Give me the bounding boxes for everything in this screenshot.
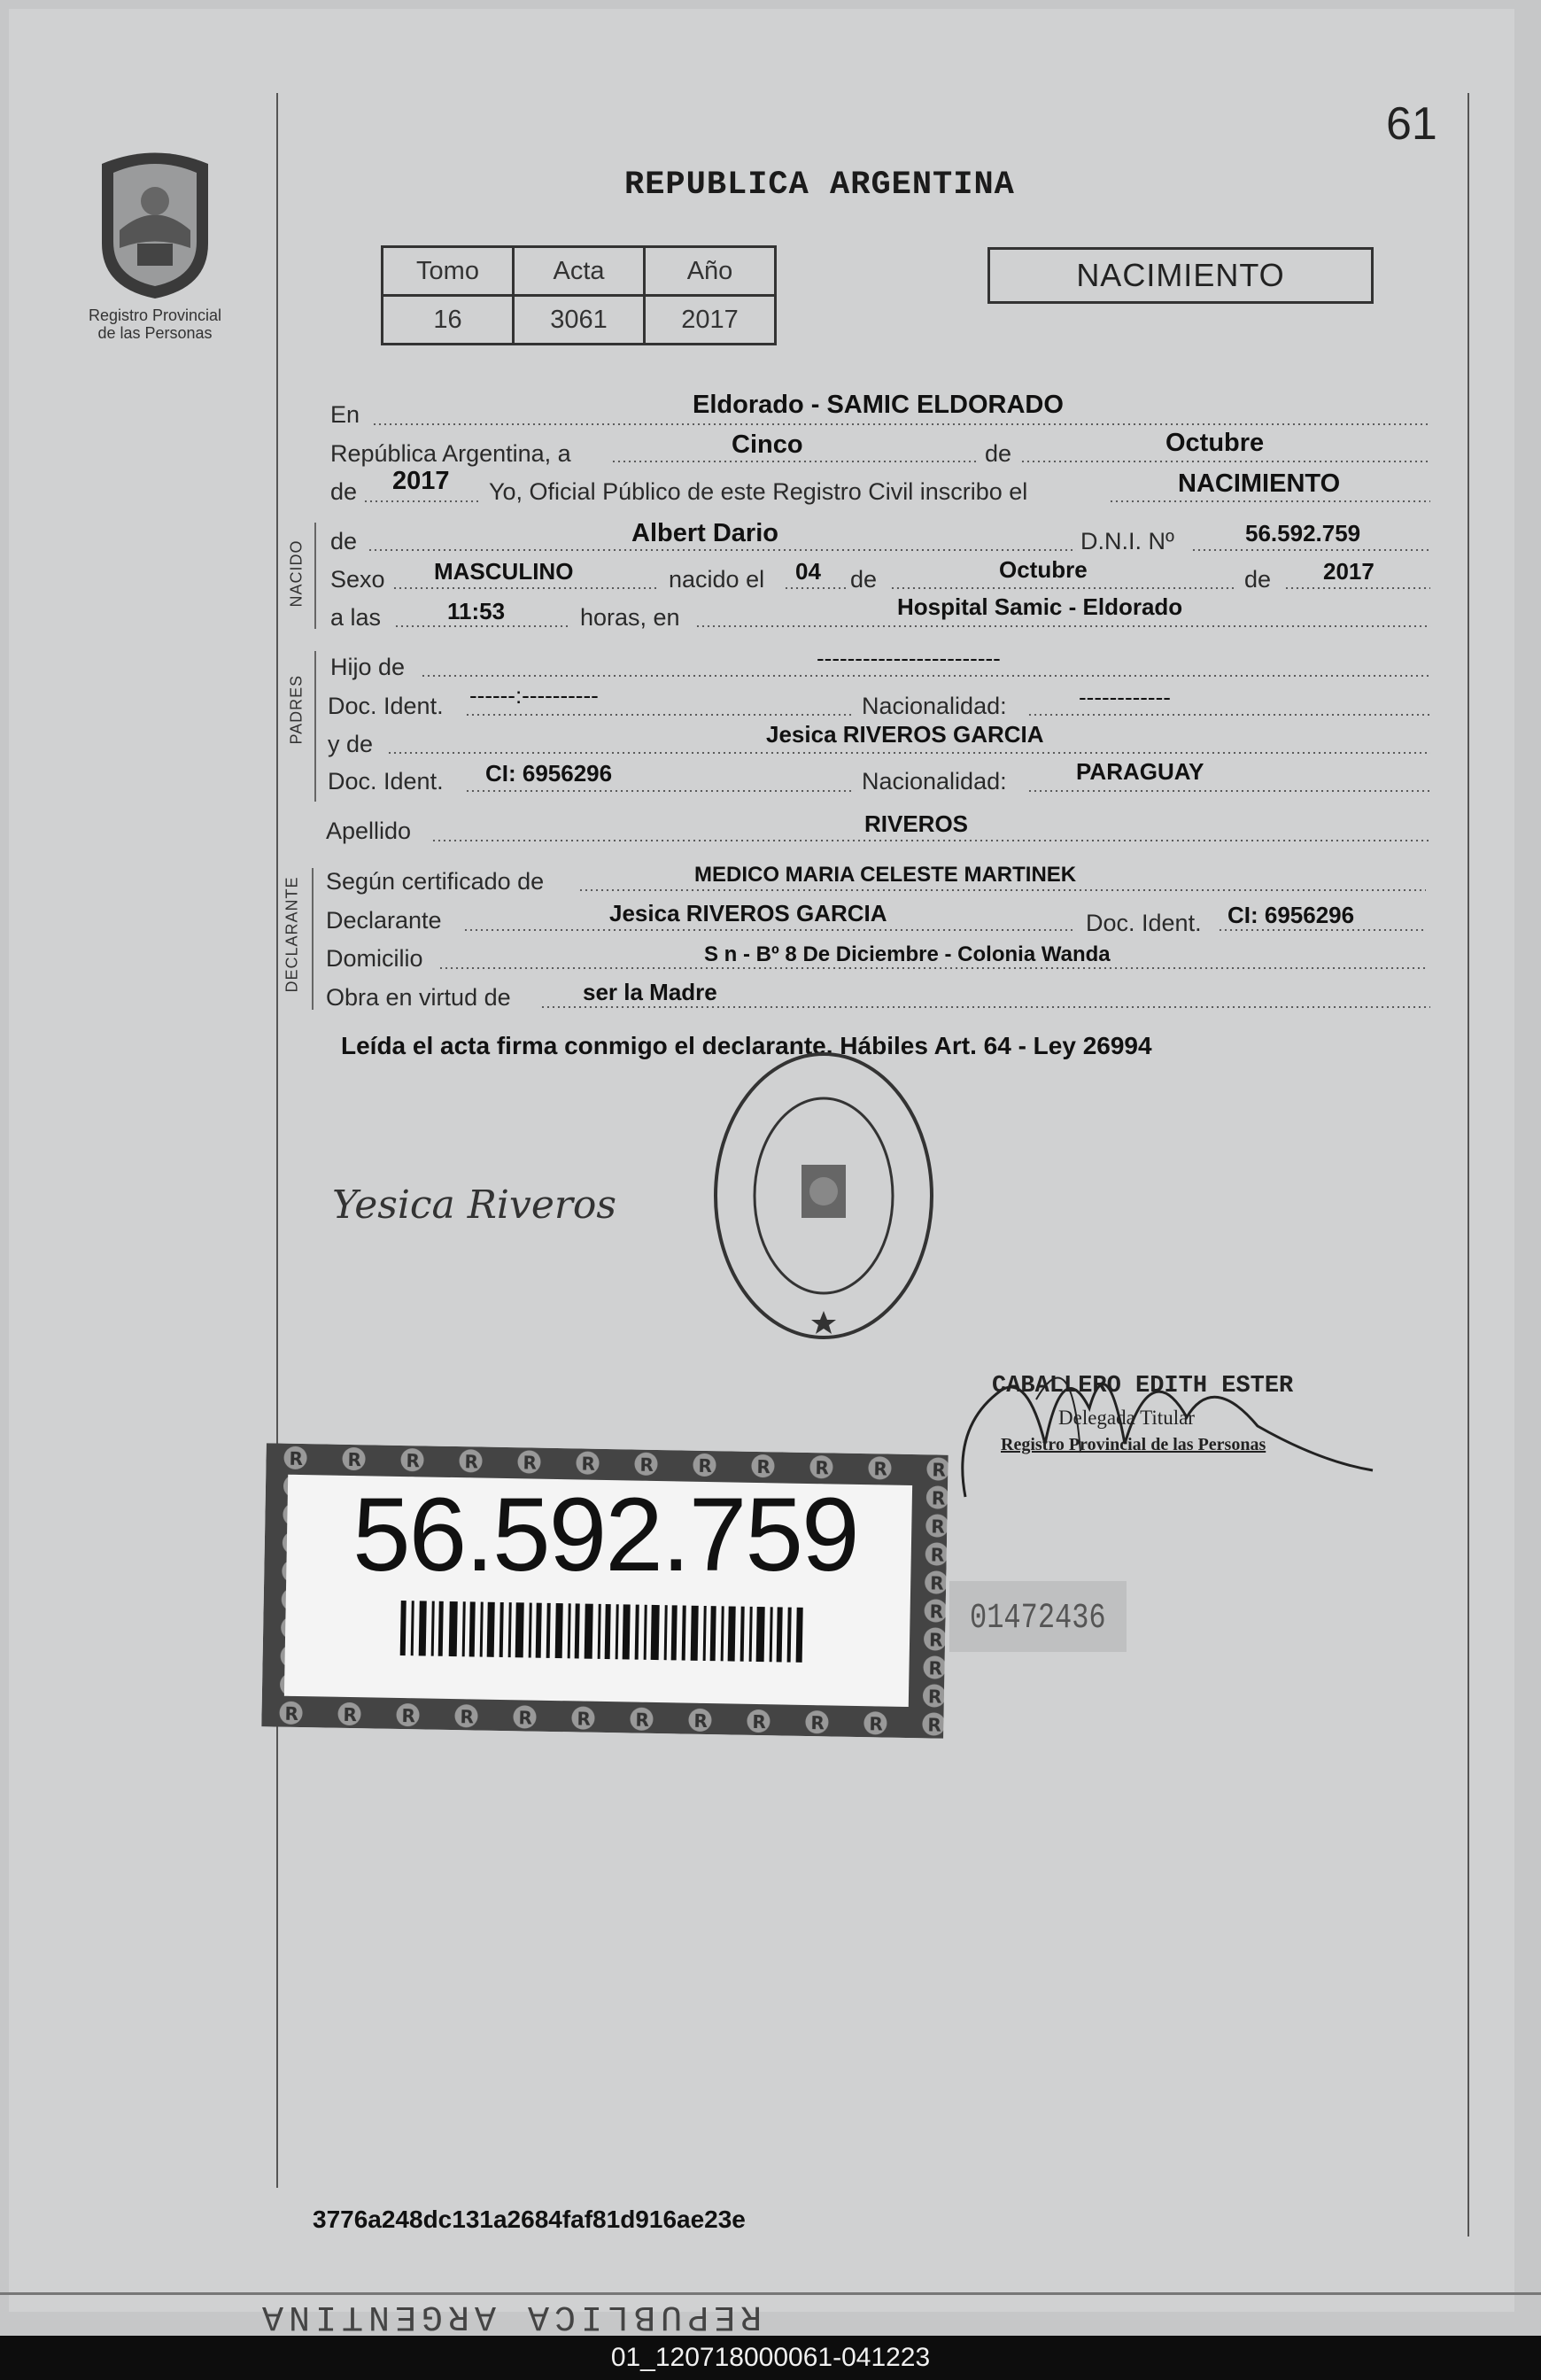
- birth-month-value: Octubre: [999, 556, 1088, 583]
- nacido-bracket: [314, 523, 316, 629]
- act-type-box: NACIMIENTO: [987, 247, 1374, 304]
- svg-text:Yesica Riveros: Yesica Riveros: [332, 1182, 616, 1228]
- nacido-section-label: NACIDO: [287, 539, 306, 608]
- official-seal-icon: [709, 1045, 939, 1346]
- left-margin-rule: [276, 93, 278, 2188]
- decl-doc-label: Doc. Ident.: [1086, 910, 1202, 936]
- mother-value: Jesica RIVEROS GARCIA: [766, 721, 1044, 748]
- official-office: Registro Provincial de las Personas: [1001, 1435, 1266, 1454]
- nac2-value: PARAGUAY: [1076, 758, 1204, 785]
- tomo-header: Tomo: [383, 247, 514, 296]
- apellido-label: Apellido: [326, 818, 412, 844]
- provincia-misiones-seal-icon: [89, 146, 221, 301]
- registry-label: Registro Provincial de las Personas: [88, 306, 222, 342]
- birth-month-dots: [890, 587, 1235, 589]
- republica-dots: [611, 461, 979, 462]
- birth-year-dots: [1284, 587, 1430, 589]
- nacido-de-label: de: [330, 528, 358, 554]
- dom-dots: [438, 967, 1426, 969]
- cert-label: Según certificado de: [326, 868, 545, 895]
- barcode-id-number: 56.592.759: [352, 1477, 858, 1593]
- horas-label: horas, en: [580, 604, 680, 631]
- doc2-value: CI: 6956296: [485, 760, 613, 787]
- tomo-value: 16: [383, 296, 514, 345]
- en-dots: [372, 423, 1430, 425]
- time-dots: [394, 625, 571, 627]
- doc1-label: Doc. Ident.: [328, 693, 444, 719]
- apellido-value: RIVEROS: [864, 810, 969, 837]
- dni-value: 56.592.759: [1245, 520, 1361, 547]
- birth-day-dots: [784, 587, 846, 589]
- document-hash: 3776a248dc131a2684faf81d916ae23e: [313, 2206, 746, 2233]
- de-year-label: de: [330, 478, 358, 505]
- birth-day-value: 04: [795, 558, 821, 585]
- act-table: [381, 245, 777, 345]
- decl-label: Declarante: [326, 907, 442, 934]
- ano-value: 2017: [645, 296, 776, 345]
- nac2-dots: [1027, 790, 1430, 792]
- obra-label: Obra en virtud de: [326, 984, 511, 1011]
- padres-bracket: [314, 651, 316, 802]
- month-dots: [1020, 461, 1430, 462]
- official-name: CABALLERO EDITH ESTER: [992, 1373, 1294, 1399]
- mirrored-title: REPUBLICA ARGENTINA: [257, 2296, 763, 2336]
- dom-value: S n - Bº 8 De Diciembre - Colonia Wanda: [704, 942, 1111, 966]
- de-label: de: [985, 440, 1012, 467]
- sexo-dots: [392, 587, 658, 589]
- doc1-value: ------:----------: [469, 682, 599, 709]
- nacido-el-label: nacido el: [669, 566, 765, 593]
- ano-header: Año: [645, 247, 776, 296]
- official-role: Delegada Titular: [1058, 1407, 1195, 1429]
- nacido-de-label2: de: [850, 566, 878, 593]
- year-dots: [363, 500, 478, 502]
- dom-label: Domicilio: [326, 945, 423, 972]
- doc2-label: Doc. Ident.: [328, 768, 444, 795]
- time-value: 11:53: [447, 598, 506, 624]
- declarante-section-label: DECLARANTE: [283, 876, 301, 993]
- day-value: Cinco: [732, 430, 803, 459]
- en-label: En: [330, 401, 360, 428]
- page-number: 61: [1386, 98, 1437, 150]
- hijo-label: Hijo de: [330, 654, 406, 680]
- sexo-value: MASCULINO: [434, 558, 574, 585]
- footer-file-id: 01_120718000061-041223: [610, 2343, 931, 2372]
- birth-year-value: 2017: [1323, 558, 1375, 585]
- dni-dots: [1191, 549, 1430, 551]
- en-value: Eldorado - SAMIC ELDORADO: [693, 391, 1064, 419]
- place-dots: [695, 625, 1430, 627]
- sexo-label: Sexo: [330, 566, 385, 593]
- inscribe-dots: [1109, 500, 1430, 502]
- name-value: Albert Dario: [631, 519, 778, 547]
- cert-dots: [578, 889, 1426, 891]
- nacido-de-label3: de: [1244, 566, 1272, 593]
- dni-label: D.N.I. Nº: [1080, 528, 1174, 554]
- padres-section-label: PADRES: [287, 674, 306, 745]
- year-value: 2017: [392, 467, 450, 495]
- nac2-label: Nacionalidad:: [862, 768, 1007, 795]
- acta-value: 3061: [514, 296, 645, 345]
- cert-value: MEDICO MARIA CELESTE MARTINEK: [694, 863, 1077, 887]
- country-title: REPUBLICA ARGENTINA: [624, 167, 1015, 204]
- apellido-dots: [431, 840, 1430, 841]
- decl-dots: [463, 929, 1074, 931]
- decl-doc-value: CI: 6956296: [1227, 902, 1355, 928]
- month-value: Octubre: [1165, 429, 1265, 457]
- decl-doc-dots: [1218, 929, 1426, 931]
- nac1-label: Nacionalidad:: [862, 693, 1007, 719]
- mother-dots: [387, 752, 1430, 754]
- doc1-dots: [465, 714, 855, 716]
- declarant-signature: [328, 1169, 647, 1240]
- hijo-dots: [421, 675, 1430, 677]
- place-value: Hospital Samic - Eldorado: [897, 593, 1183, 620]
- decl-value: Jesica RIVEROS GARCIA: [609, 900, 887, 926]
- right-margin-rule: [1467, 93, 1469, 2237]
- hijo-value: ------------------------: [817, 645, 1001, 671]
- obra-dots: [540, 1006, 1430, 1008]
- closing-statement: Leída el acta firma conmigo el declarante. Hábiles Art. 64 - Ley 26994: [341, 1032, 1152, 1059]
- acta-header: Acta: [514, 247, 645, 296]
- obra-value: ser la Madre: [583, 979, 717, 1005]
- inscribe-value: NACIMIENTO: [1178, 469, 1341, 498]
- oficial-text: Yo, Oficial Público de este Registro Civil inscribo el: [489, 478, 1028, 505]
- doc2-dots: [465, 790, 855, 792]
- republica-label: República Argentina, a: [330, 440, 571, 467]
- declarante-bracket: [312, 868, 314, 1010]
- bottom-edge-line: [0, 2292, 1541, 2295]
- nac1-value: ------------: [1079, 684, 1171, 710]
- a-las-label: a las: [330, 604, 382, 631]
- yde-label: y de: [328, 731, 374, 757]
- nac1-dots: [1027, 714, 1430, 716]
- serial-code: 01472436: [970, 1599, 1106, 1639]
- name-dots: [368, 549, 1076, 551]
